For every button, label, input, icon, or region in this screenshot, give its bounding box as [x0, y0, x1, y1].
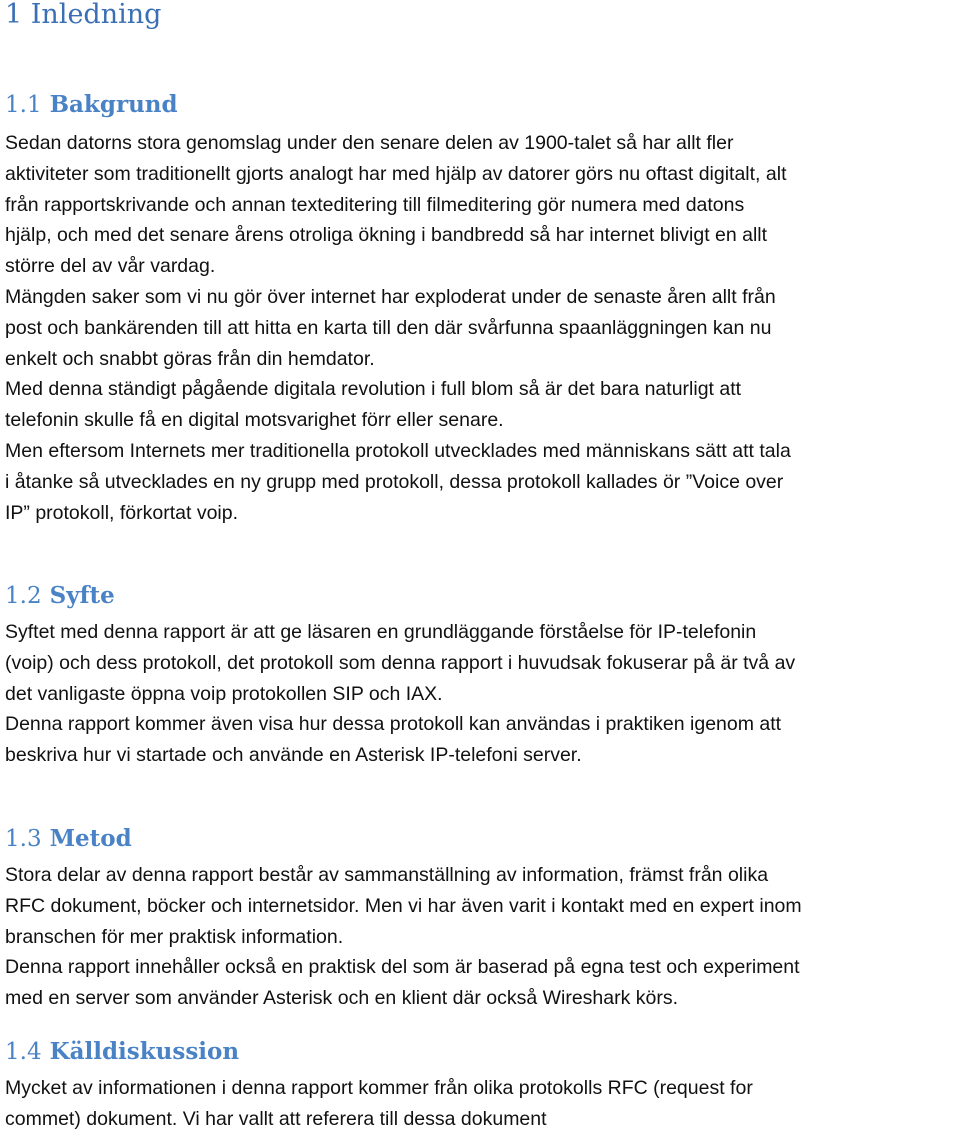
text-line: branschen för mer praktisk information. [5, 925, 344, 948]
section-body-kalldiskussion [5, 1073, 955, 1135]
text-line: (voip) och dess protokoll, det protokoll som denna rapport i huvudsak fokuserar på är två av [5, 651, 796, 674]
text-line: Men eftersom Internets mer traditionella protokoll utvecklades med människans sätt att tala [5, 439, 791, 462]
text-line: i åtanke så utvecklades en ny grupp med protokoll, dessa protokoll kallades ör ”Voice over [5, 470, 784, 493]
text-line: större del av vår vardag. [5, 255, 216, 278]
text-line: Mycket av informationen i denna rapport kommer från olika protokolls RFC (request for [5, 1077, 753, 1099]
section-title: Syfte [49, 582, 115, 609]
section-title: Källdiskussion [49, 1038, 240, 1065]
text-line: med en server som använder Asterisk och en klient där också Wireshark körs. [5, 987, 679, 1010]
text-line: det vanligaste öppna voip protokollen SIP och IAX. [5, 682, 443, 705]
section-body-metod [5, 860, 955, 1014]
section-number: 1.2 [5, 583, 42, 609]
text-line: commet) dokument. Vi har vallt att referera till dessa dokument [5, 1107, 547, 1130]
text-line: från rapportskrivande och annan texteditering till filmeditering gör numera med datons [5, 193, 745, 216]
text-line: post och bankärenden till att hitta en karta till den där svårfunna spaanläggningen kan nu [5, 316, 772, 339]
section-title: Metod [49, 825, 132, 852]
section-heading-kalldiskussion [5, 1037, 239, 1067]
text-line: Denna rapport kommer även visa hur dessa protokoll kan användas i praktiken igenom att [5, 713, 782, 736]
text-line: RFC dokument, böcker och internetsidor. Men vi har även varit i kontakt med en expert inom [5, 894, 802, 917]
section-body-bakgrund [5, 128, 955, 528]
text-line: telefonin skulle få en digital motsvarighet förr eller senare. [5, 409, 504, 432]
text-line: Syftet med denna rapport är att ge läsaren en grundläggande förståelse för IP-telefonin [5, 621, 757, 643]
text-line: beskriva hur vi startade och använde en Asterisk IP-telefoni server. [5, 744, 582, 767]
section-heading-metod [5, 824, 132, 854]
section-heading-bakgrund [5, 90, 178, 120]
section-number: 1.3 [5, 826, 42, 852]
text-line: hjälp, och med det senare årens otroliga ökning i bandbredd så har internet blivigt en allt [5, 224, 768, 247]
section-number: 1.4 [5, 1039, 42, 1065]
section-title: Bakgrund [49, 91, 178, 118]
text-line: Stora delar av denna rapport består av sammanställning av information, främst från olika [5, 864, 769, 886]
text-line: IP” protokoll, förkortat voip. [5, 501, 239, 524]
text-line: Sedan datorns stora genomslag under den senare delen av 1900-talet så har allt fler [5, 132, 734, 154]
section-body-syfte [5, 617, 955, 771]
section-heading-syfte [5, 581, 115, 611]
section-number: 1.1 [5, 92, 42, 118]
text-line: aktiviteter som traditionellt gjorts analogt har med hjälp av datorer görs nu oftast digitalt, alt [5, 162, 787, 185]
text-line: Mängden saker som vi nu gör över internet har exploderat under de senaste åren allt från [5, 285, 776, 308]
text-line: Med denna ständigt pågående digitala revolution i full blom så är det bara naturligt att [5, 378, 742, 401]
text-line: enkelt och snabbt göras från din hemdator. [5, 347, 375, 370]
text-line: Denna rapport innehåller också en praktisk del som är baserad på egna test och experiment [5, 956, 800, 979]
chapter-heading: 1 Inledning [5, 0, 162, 30]
